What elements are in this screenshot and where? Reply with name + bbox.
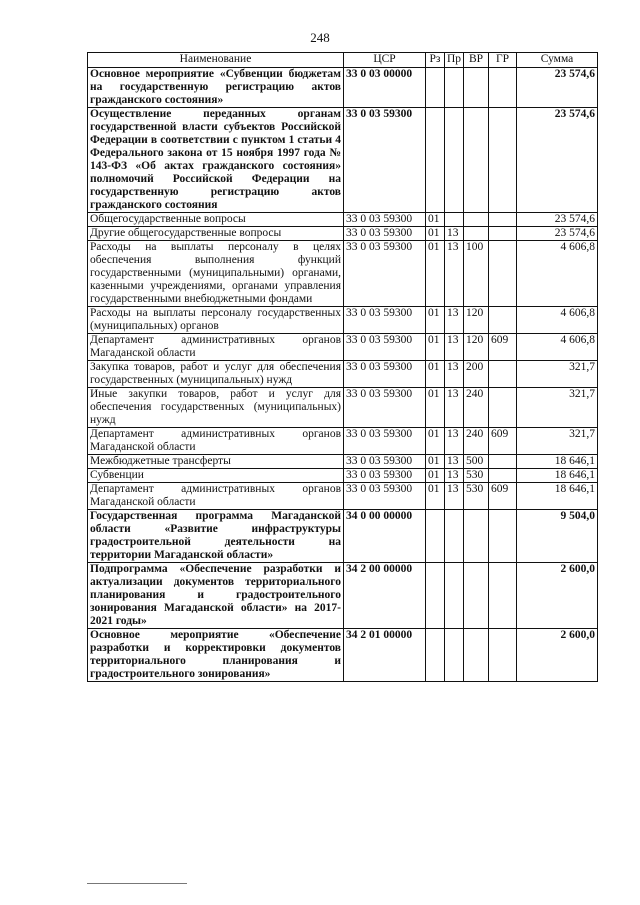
budget-table <box>87 52 598 682</box>
cell-gr: 609 <box>489 483 517 510</box>
cell-gr <box>489 469 517 483</box>
cell-vr <box>464 108 489 213</box>
header-gr: ГР <box>489 53 517 68</box>
cell-gr <box>489 307 517 334</box>
cell-sum: 23 574,6 <box>517 213 598 227</box>
cell-rz: 01 <box>426 307 445 334</box>
cell-sum: 9 504,0 <box>517 510 598 563</box>
table-row <box>88 227 598 241</box>
cell-rz: 01 <box>426 455 445 469</box>
cell-vr <box>464 629 489 682</box>
cell-pr: 13 <box>445 307 464 334</box>
cell-sum: 23 574,6 <box>517 108 598 213</box>
cell-sum: 321,7 <box>517 428 598 455</box>
cell-gr: 609 <box>489 334 517 361</box>
cell-pr: 13 <box>445 428 464 455</box>
cell-vr: 240 <box>464 428 489 455</box>
cell-name: Общегосударственные вопросы <box>88 213 344 227</box>
table-row <box>88 334 598 361</box>
cell-name: Основное мероприятие «Обеспечение разработки и корректировки документов территориального планирования и градостроительного зонирования» <box>88 629 344 682</box>
cell-vr <box>464 213 489 227</box>
cell-rz: 01 <box>426 213 445 227</box>
cell-csr: 33 0 03 59300 <box>344 361 426 388</box>
cell-pr: 13 <box>445 483 464 510</box>
cell-sum: 18 646,1 <box>517 455 598 469</box>
cell-rz <box>426 563 445 629</box>
cell-vr <box>464 510 489 563</box>
table-row <box>88 213 598 227</box>
table-row <box>88 307 598 334</box>
cell-rz <box>426 629 445 682</box>
cell-gr <box>489 563 517 629</box>
cell-rz: 01 <box>426 361 445 388</box>
cell-name: Расходы на выплаты персоналу в целях обеспечения выполнения функций государственными (муниципальными) органами, казенными учреждениями, органами управления государственными внебюджетными фондами <box>88 241 344 307</box>
cell-csr: 33 0 03 00000 <box>344 68 426 108</box>
page-number: 248 <box>310 30 330 45</box>
cell-pr: 13 <box>445 455 464 469</box>
cell-vr: 530 <box>464 483 489 510</box>
cell-vr: 200 <box>464 361 489 388</box>
cell-sum: 4 606,8 <box>517 241 598 307</box>
cell-csr: 33 0 03 59300 <box>344 334 426 361</box>
cell-pr: 13 <box>445 469 464 483</box>
header-row <box>88 53 598 68</box>
cell-vr: 500 <box>464 455 489 469</box>
cell-name: Осуществление переданных органам государственной власти субъектов Российской Федерации в соответствии с пунктом 1 статьи 4 Федерального закона от 15 ноября 1997 года № 143-ФЗ «Об актах гражданского состояния» полномочий Российской Федерации на государственную регистрацию актов гражданского состояния <box>88 108 344 213</box>
cell-gr <box>489 510 517 563</box>
cell-gr <box>489 361 517 388</box>
cell-rz: 01 <box>426 428 445 455</box>
cell-pr <box>445 68 464 108</box>
cell-gr <box>489 455 517 469</box>
cell-csr: 33 0 03 59300 <box>344 428 426 455</box>
cell-sum: 23 574,6 <box>517 68 598 108</box>
cell-vr: 240 <box>464 388 489 428</box>
cell-vr: 530 <box>464 469 489 483</box>
cell-pr: 13 <box>445 361 464 388</box>
cell-sum: 23 574,6 <box>517 227 598 241</box>
cell-csr: 34 2 00 00000 <box>344 563 426 629</box>
cell-sum: 4 606,8 <box>517 307 598 334</box>
cell-name: Иные закупки товаров, работ и услуг для обеспечения государственных (муниципальных) нужд <box>88 388 344 428</box>
table-row <box>88 241 598 307</box>
cell-vr: 120 <box>464 334 489 361</box>
cell-name: Департамент административных органов Магаданской области <box>88 428 344 455</box>
cell-gr: 609 <box>489 428 517 455</box>
cell-vr <box>464 68 489 108</box>
table-row <box>88 483 598 510</box>
cell-gr <box>489 213 517 227</box>
cell-name: Основное мероприятие «Субвенции бюджетам на государственную регистрацию актов гражданского состояния» <box>88 68 344 108</box>
header-name: Наименование <box>88 53 344 68</box>
header-csr: ЦСР <box>344 53 426 68</box>
table-row <box>88 108 598 213</box>
cell-gr <box>489 388 517 428</box>
cell-vr <box>464 227 489 241</box>
table-row <box>88 428 598 455</box>
cell-csr: 33 0 03 59300 <box>344 227 426 241</box>
cell-csr: 33 0 03 59300 <box>344 108 426 213</box>
table-row <box>88 629 598 682</box>
cell-csr: 34 0 00 00000 <box>344 510 426 563</box>
cell-rz: 01 <box>426 483 445 510</box>
cell-vr: 100 <box>464 241 489 307</box>
cell-name: Департамент административных органов Магаданской области <box>88 334 344 361</box>
cell-rz: 01 <box>426 227 445 241</box>
cell-rz: 01 <box>426 334 445 361</box>
cell-gr <box>489 227 517 241</box>
cell-sum: 2 600,0 <box>517 563 598 629</box>
cell-sum: 18 646,1 <box>517 469 598 483</box>
header-pr: Пр <box>445 53 464 68</box>
cell-csr: 34 2 01 00000 <box>344 629 426 682</box>
cell-rz: 01 <box>426 388 445 428</box>
cell-csr: 33 0 03 59300 <box>344 469 426 483</box>
header-sum: Сумма <box>517 53 598 68</box>
cell-gr <box>489 108 517 213</box>
cell-name: Государственная программа Магаданской области «Развитие инфраструктуры градостроительной деятельности на территории Магаданской области» <box>88 510 344 563</box>
footnote-rule <box>87 883 187 884</box>
table-row <box>88 388 598 428</box>
cell-name: Закупка товаров, работ и услуг для обеспечения государственных (муниципальных) нужд <box>88 361 344 388</box>
cell-sum: 4 606,8 <box>517 334 598 361</box>
cell-rz: 01 <box>426 469 445 483</box>
cell-gr <box>489 629 517 682</box>
cell-pr <box>445 510 464 563</box>
cell-csr: 33 0 03 59300 <box>344 388 426 428</box>
cell-name: Департамент административных органов Магаданской области <box>88 483 344 510</box>
table-row <box>88 563 598 629</box>
cell-pr <box>445 629 464 682</box>
cell-rz: 01 <box>426 241 445 307</box>
cell-csr: 33 0 03 59300 <box>344 483 426 510</box>
cell-sum: 2 600,0 <box>517 629 598 682</box>
table-row <box>88 469 598 483</box>
cell-sum: 321,7 <box>517 388 598 428</box>
cell-gr <box>489 241 517 307</box>
cell-name: Подпрограмма «Обеспечение разработки и актуализации документов территориального планирования и градостроительного зонирования Магаданской области» на 2017-2021 годы» <box>88 563 344 629</box>
cell-pr <box>445 213 464 227</box>
cell-rz <box>426 510 445 563</box>
cell-pr <box>445 563 464 629</box>
table-row <box>88 361 598 388</box>
cell-csr: 33 0 03 59300 <box>344 241 426 307</box>
table-body <box>88 68 598 682</box>
cell-pr: 13 <box>445 334 464 361</box>
cell-gr <box>489 68 517 108</box>
cell-name: Расходы на выплаты персоналу государственных (муниципальных) органов <box>88 307 344 334</box>
table-row <box>88 68 598 108</box>
header-vr: ВР <box>464 53 489 68</box>
table-row <box>88 510 598 563</box>
header-rz: Рз <box>426 53 445 68</box>
cell-pr: 13 <box>445 241 464 307</box>
cell-rz <box>426 108 445 213</box>
cell-name: Межбюджетные трансферты <box>88 455 344 469</box>
table-row <box>88 455 598 469</box>
cell-sum: 18 646,1 <box>517 483 598 510</box>
cell-name: Другие общегосударственные вопросы <box>88 227 344 241</box>
cell-pr <box>445 108 464 213</box>
cell-csr: 33 0 03 59300 <box>344 307 426 334</box>
cell-csr: 33 0 03 59300 <box>344 455 426 469</box>
cell-pr: 13 <box>445 227 464 241</box>
cell-csr: 33 0 03 59300 <box>344 213 426 227</box>
cell-vr <box>464 563 489 629</box>
cell-vr: 120 <box>464 307 489 334</box>
cell-name: Субвенции <box>88 469 344 483</box>
cell-sum: 321,7 <box>517 361 598 388</box>
cell-rz <box>426 68 445 108</box>
cell-pr: 13 <box>445 388 464 428</box>
